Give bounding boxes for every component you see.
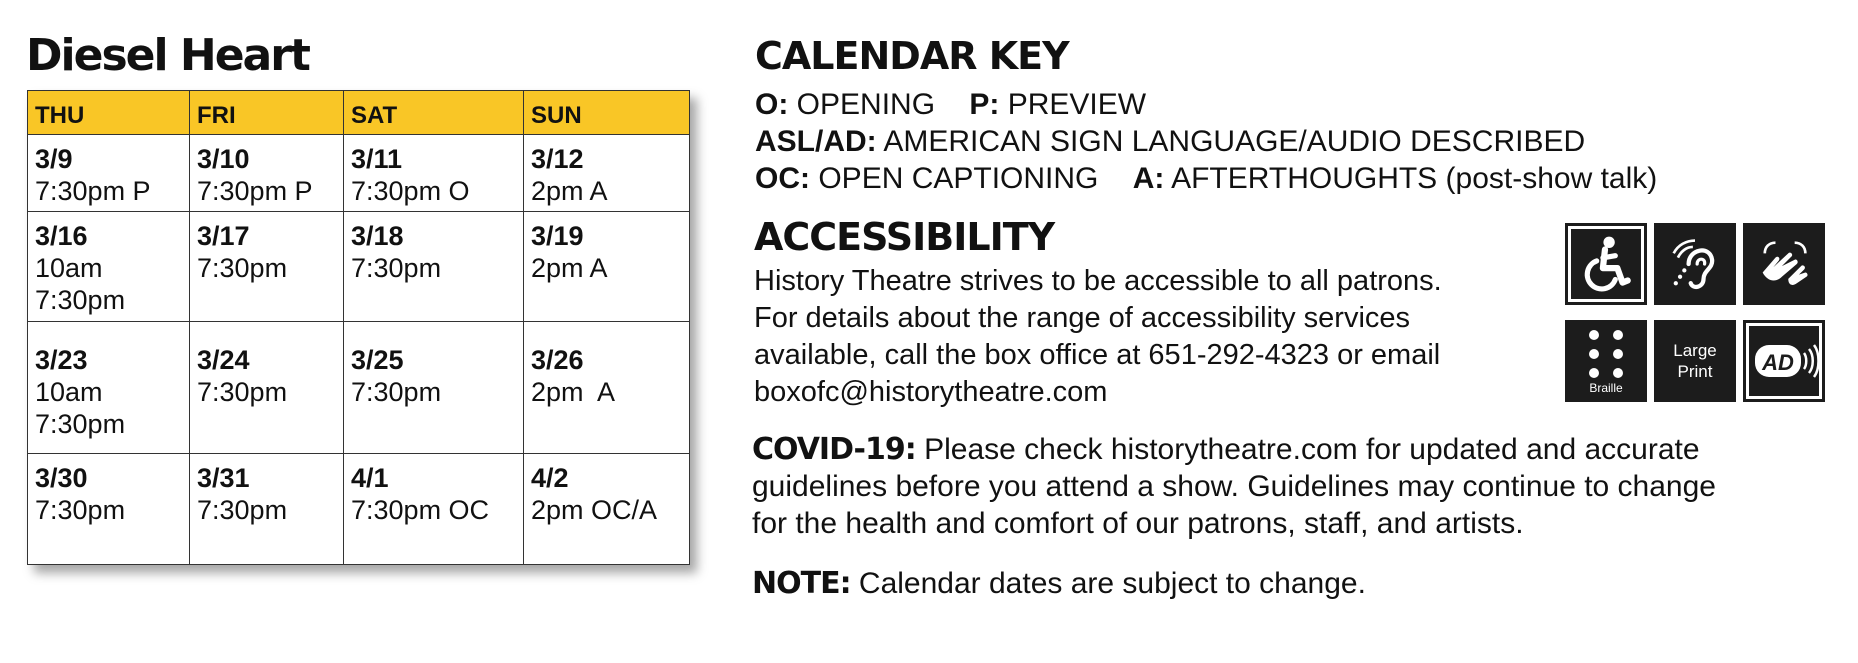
assistive-listening-icon xyxy=(1654,223,1736,305)
key-code-oc: OC: xyxy=(755,162,810,195)
cell-time: 2pm OC/A xyxy=(531,494,658,525)
covid-line-1 xyxy=(752,432,1700,468)
cell-time: 7:30pm xyxy=(35,285,126,316)
cell-time: 7:30pm P xyxy=(35,176,151,206)
calendar-cell xyxy=(190,453,344,564)
cell-date: 3/12 xyxy=(531,144,584,174)
calendar-cell xyxy=(524,453,690,564)
cell-time: 7:30pm P xyxy=(197,176,313,206)
note-line xyxy=(752,566,1366,602)
calendar-key-title: CALENDAR KEY xyxy=(755,34,1069,78)
calendar-cell xyxy=(190,135,344,212)
key-line-asl xyxy=(755,125,1585,159)
key-code-a: A: xyxy=(1132,162,1165,195)
day-header-sat: SAT xyxy=(344,91,524,135)
calendar-week-row xyxy=(28,322,690,453)
day-header-sun: SUN xyxy=(524,91,690,135)
cell-date: 3/11 xyxy=(351,144,403,174)
show-title: Diesel Heart xyxy=(26,30,309,81)
key-code-preview: P: xyxy=(969,88,1000,121)
calendar-cell xyxy=(344,453,524,564)
large-print-label xyxy=(1673,340,1716,382)
cell-time: 2pm A xyxy=(531,253,608,284)
cell-time: 7:30pm O xyxy=(351,176,470,206)
braille-icon xyxy=(1565,320,1647,402)
day-header-thu: THU xyxy=(28,91,190,135)
cell-time: 7:30pm xyxy=(197,494,288,525)
cell-date: 3/18 xyxy=(351,221,404,252)
calendar-week-row xyxy=(28,453,690,564)
audio-description-icon xyxy=(1743,320,1825,402)
cell-time: 7:30pm xyxy=(197,377,288,408)
calendar-cell xyxy=(28,135,190,212)
note-lead: NOTE: xyxy=(752,566,851,601)
calendar-cell xyxy=(28,453,190,564)
audio-description-text: AD xyxy=(1762,350,1794,375)
calendar-cell xyxy=(28,212,190,322)
cell-time: 10am xyxy=(35,377,103,408)
accessibility-title: ACCESSIBILITY xyxy=(754,215,1055,259)
cell-date: 3/30 xyxy=(35,462,88,493)
key-label-opening: OPENING xyxy=(796,88,936,121)
large-print-line-2: Print xyxy=(1677,362,1713,381)
performance-calendar xyxy=(27,90,690,565)
cell-date: 3/10 xyxy=(197,144,250,174)
key-label-a: AFTERTHOUGHTS (post-show talk) xyxy=(1171,162,1658,195)
day-header-fri: FRI xyxy=(190,91,344,135)
cell-date: 3/26 xyxy=(531,345,584,376)
cell-date: 3/23 xyxy=(35,345,88,376)
calendar-cell xyxy=(190,322,344,453)
key-label-oc: OPEN CAPTIONING xyxy=(818,162,1099,195)
calendar-header-row xyxy=(28,91,690,135)
calendar-week-row xyxy=(28,135,690,212)
key-code-asl: ASL/AD: xyxy=(755,125,877,158)
cell-date: 3/25 xyxy=(351,345,404,376)
accessibility-email: boxofc@historytheatre.com xyxy=(754,376,1108,408)
cell-time: 2pm A xyxy=(531,176,608,206)
key-line-opening-preview xyxy=(755,88,1146,122)
covid-line-2: guidelines before you attend a show. Guidelines may continue to change xyxy=(752,470,1716,503)
cell-time: 7:30pm OC xyxy=(351,494,490,525)
calendar-cell xyxy=(344,135,524,212)
cell-date: 3/9 xyxy=(35,144,73,174)
key-label-preview: PREVIEW xyxy=(1007,88,1147,121)
accessibility-text-line: For details about the range of accessibility services xyxy=(754,302,1411,334)
accessibility-text-line: available, call the box office at 651-292-4323 or email xyxy=(754,339,1441,371)
sign-language-icon xyxy=(1743,223,1825,305)
braille-caption: Braille xyxy=(1589,381,1623,395)
calendar-cell xyxy=(524,212,690,322)
covid-text: Please check historytheatre.com for updated and accurate xyxy=(915,433,1700,466)
cell-date: 3/17 xyxy=(197,221,250,252)
cell-time: 10am xyxy=(35,253,103,284)
cell-date: 3/24 xyxy=(197,345,250,376)
large-print-line-1: Large xyxy=(1673,341,1717,360)
cell-time: 7:30pm xyxy=(35,494,126,525)
large-print-icon xyxy=(1654,320,1736,402)
cell-date: 3/31 xyxy=(197,462,250,493)
accessibility-text-line: History Theatre strives to be accessible to all patrons. xyxy=(754,265,1442,297)
calendar-cell xyxy=(524,135,690,212)
calendar-cell xyxy=(524,322,690,453)
cell-time: 2pm A xyxy=(531,377,616,408)
cell-date: 4/1 xyxy=(351,462,389,493)
calendar-week-row xyxy=(28,212,690,322)
cell-date: 3/19 xyxy=(531,221,584,252)
note-text: Calendar dates are subject to change. xyxy=(850,567,1366,600)
covid-lead: COVID-19: xyxy=(752,432,916,467)
cell-date: 4/2 xyxy=(531,462,569,493)
cell-time: 7:30pm xyxy=(351,377,442,408)
covid-line-3: for the health and comfort of our patrons, staff, and artists. xyxy=(752,507,1524,540)
cell-time: 7:30pm xyxy=(351,253,442,284)
wheelchair-icon xyxy=(1565,223,1647,305)
cell-time: 7:30pm xyxy=(197,253,288,284)
cell-date: 3/16 xyxy=(35,221,88,252)
calendar-cell xyxy=(344,212,524,322)
key-label-asl: AMERICAN SIGN LANGUAGE/AUDIO DESCRIBED xyxy=(883,125,1586,158)
cell-time: 7:30pm xyxy=(35,409,126,440)
calendar-cell xyxy=(344,322,524,453)
key-code-opening: O: xyxy=(755,88,789,121)
calendar-cell xyxy=(28,322,190,453)
calendar-cell xyxy=(190,212,344,322)
key-line-oc-a xyxy=(755,162,1657,196)
